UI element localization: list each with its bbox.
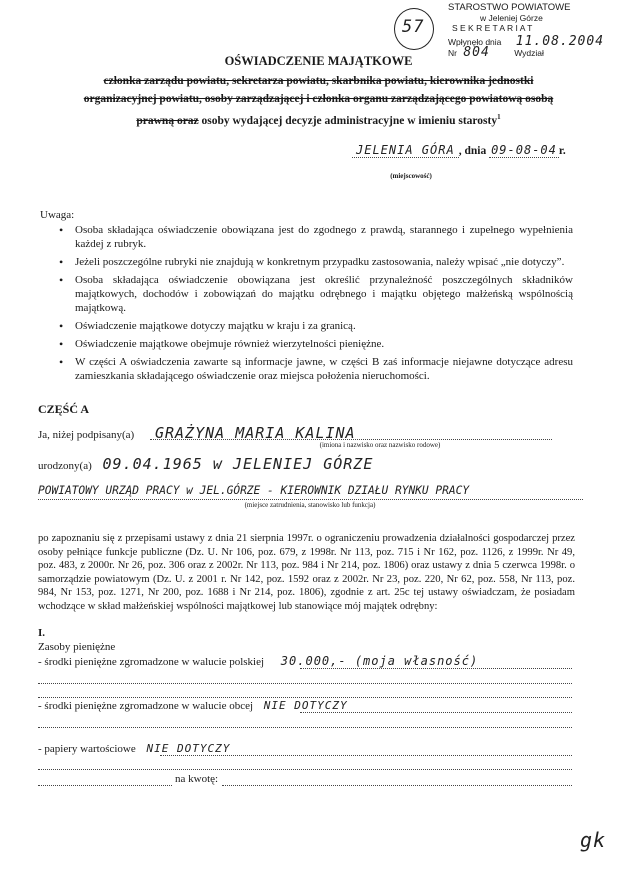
date-label: , dnia xyxy=(458,145,487,157)
stamp-received-date: 11.08.2004 xyxy=(515,34,605,49)
subtitle-footnote: 1 xyxy=(497,113,501,121)
amount-label: na kwotę: xyxy=(175,773,219,785)
note-item: • Oświadczenie majątkowe obejmuje również wierzytelności pieniężne. xyxy=(55,337,573,351)
date-suffix: r. xyxy=(558,145,566,157)
office-stamp xyxy=(448,3,628,58)
stamp-city: w Jeleniej Górze xyxy=(480,13,543,23)
statement-paragraph: po zapoznaniu się z przepisami ustawy z dnia 21 sierpnia 1997r. o ograniczeniu prowadzenia działalności gospodarczej przez osoby pełniące funkcje publiczne (Dz. U. Nr 106, poz. 679, z 1998r. Nr 113, poz. 715 i Nr 162, poz. 1126, z 1999r. Nr 49, poz. 483, z 2000r. Nr 26, poz. 306 oraz z 2002r. Nr 113, poz. 984 i Nr 214, poz. 1806) oraz ustawy z dnia 5 czerwca 1998r. o samorządzie powiatowym (Dz. U. z 2001 r. Nr 142, poz. 1592 oraz z 2002r. Nr 23, poz. 220, Nr 62, poz. 558, Nr 113, poz. 984, Nr 153, poz. 1271, Nr 200, poz. 1688 i Nr 214, poz. 1806), zgodnie z art. 25c tej ustawy oświadczam, że posiadam wchodzące w skład małżeńskiej wspólności majątkowej lub stanowiące mój majątek odrębny: xyxy=(38,533,575,612)
securities-line xyxy=(160,755,572,756)
pln-funds-line xyxy=(300,668,572,669)
note-item: • W części A oświadczenia zawarte są informacje jawne, w części B zaś informacje niejawne dotyczące adresu zamieszkania składającego oświadczenie oraz miejsca położenia nieruchomości. xyxy=(55,355,573,383)
pln-funds-value: 30.000,- (moja własność) xyxy=(280,654,479,668)
birth-label: urodzony(a) xyxy=(38,460,92,472)
foreign-funds-label: - środki pieniężne zgromadzone w walucie obcej xyxy=(38,700,254,712)
subtitle-line-3 xyxy=(40,108,597,130)
date-value: 09-08-04 xyxy=(491,143,557,157)
notes-list xyxy=(55,223,573,383)
stamp-nr-label: Nr xyxy=(448,48,457,58)
stamp-dept: S E K R E T A R I A T xyxy=(452,23,533,33)
registration-number: 57 xyxy=(402,17,425,37)
employer-line xyxy=(38,499,583,500)
notes-header: Uwaga: xyxy=(40,209,75,221)
subtitle-line-2: organizacyjnej powiatu, osoby zarządzającej i członka organu zarządzającego powiatową osobą xyxy=(83,93,554,105)
subtitle-line-1: członka zarządu powiatu, sekretarza powiatu, skarbnika powiatu, kierownika jednostki xyxy=(103,75,534,87)
securities-value: NIE DOTYCZY xyxy=(146,742,231,755)
birth-row xyxy=(38,455,578,474)
section-1-header: Zasoby pieniężne xyxy=(38,641,116,653)
stamp-office: STAROSTWO POWIATOWE xyxy=(448,2,571,13)
employer-value: POWIATOWY URZĄD PRACY w JEL.GÓRZE - KIEROWNIK DZIAŁU RYNKU PRACY xyxy=(38,484,470,497)
pln-funds-label: - środki pieniężne zgromadzone w walucie polskiej xyxy=(38,656,265,668)
note-item: • Jeżeli poszczególne rubryki nie znajdują w konkretnym przypadku zastosowania, należy wpisać „nie dotyczy”. xyxy=(55,255,573,269)
note-item: • Osoba składająca oświadczenie obowiązana jest do zgodnego z prawdą, starannego i zupełnego wypełnienia każdej z rubryk. xyxy=(55,223,573,251)
subtitle-line-3-rest: osoby wydającej decyzje administracyjne w imieniu starosty xyxy=(198,114,498,127)
place-value: JELENIA GÓRA xyxy=(352,143,459,158)
amount-lead-line xyxy=(38,785,172,786)
blank-line xyxy=(38,727,572,728)
stamp-nr-value: 804 xyxy=(463,45,490,60)
amount-line xyxy=(222,785,572,786)
blank-line xyxy=(38,769,572,770)
foreign-funds-value: NIE DOTYCZY xyxy=(263,699,348,712)
blank-line xyxy=(38,697,572,698)
declarant-line xyxy=(150,439,552,440)
place-caption: (miejscowość) xyxy=(390,172,432,180)
blank-line xyxy=(38,683,572,684)
birth-value: 09.04.1965 w JELENIEJ GÓRZE xyxy=(102,455,374,473)
place-date-row xyxy=(352,143,592,157)
securities-label: - papiery wartościowe xyxy=(38,743,136,755)
notes-list-wrap xyxy=(55,223,573,387)
employer-caption: (miejsce zatrudnienia, stanowisko lub funkcja) xyxy=(244,501,376,509)
stamp-received-label: Wpłynęło dnia xyxy=(448,37,502,47)
section-1-roman: I. xyxy=(38,627,46,639)
declarant-caption: (imiona i nazwisko oraz nazwisko rodowe) xyxy=(319,441,441,449)
document-title: OŚWIADCZENIE MAJĄTKOWE xyxy=(224,54,413,68)
initials-signature: gk xyxy=(580,828,607,852)
declarant-label: Ja, niżej podpisany(a) xyxy=(38,429,135,441)
note-item: • Osoba składająca oświadczenie obowiązana jest określić przynależność poszczególnych składników majątkowych, dochodów i zobowiązań do majątku odrębnego i majątku objętego małżeńską wspólnością majątkową. xyxy=(55,273,573,315)
document-subtitle xyxy=(40,72,597,130)
part-a-header: CZĘŚĆ A xyxy=(38,402,90,416)
foreign-funds-line xyxy=(300,712,572,713)
stamp-wydzial-label: Wydział xyxy=(514,48,544,58)
subtitle-line-3-struck: prawną oraz xyxy=(136,114,199,127)
declarant-name: GRAŻYNA MARIA KALINA xyxy=(154,424,356,442)
note-item: • Oświadczenie majątkowe dotyczy majątku w kraju i za granicą. xyxy=(55,319,573,333)
